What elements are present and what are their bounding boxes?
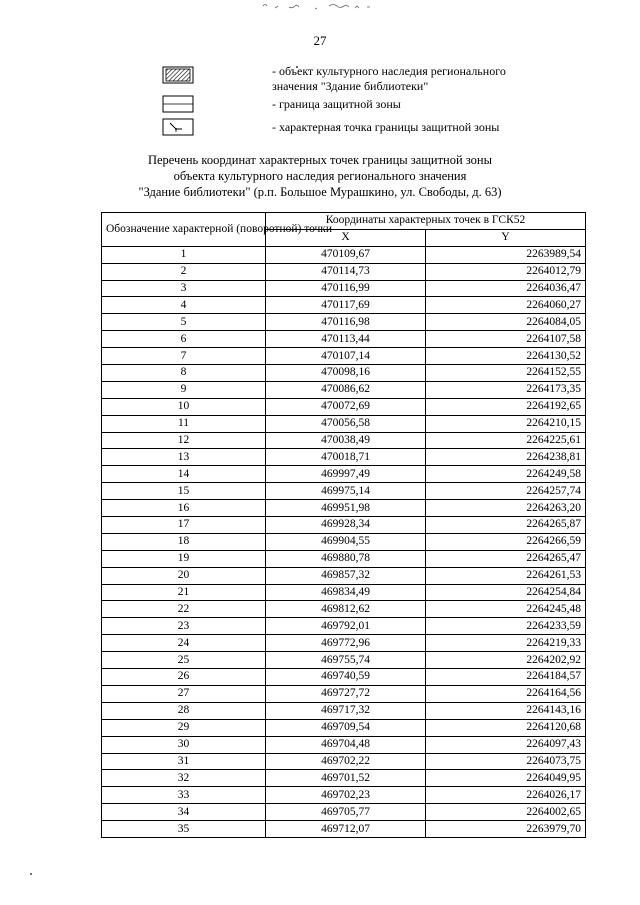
point-number-cell: 26	[102, 669, 266, 686]
table-row	[102, 533, 586, 550]
y-coordinate-cell: 2264173,35	[426, 381, 586, 398]
point-number-cell: 28	[102, 702, 266, 719]
table-row	[102, 246, 586, 263]
y-coordinate-cell: 2264060,27	[426, 297, 586, 314]
y-coordinate-cell: 2263989,54	[426, 246, 586, 263]
x-coordinate-cell: 469951,98	[266, 500, 426, 517]
y-coordinate-cell: 2264266,59	[426, 533, 586, 550]
y-coordinate-cell: 2264192,65	[426, 398, 586, 415]
point-number-cell: 21	[102, 584, 266, 601]
x-coordinate-cell: 469702,22	[266, 753, 426, 770]
y-coordinate-cell: 2264225,61	[426, 432, 586, 449]
y-coordinate-cell: 2264238,81	[426, 449, 586, 466]
x-coordinate-cell: 469712,07	[266, 821, 426, 838]
point-number-cell: 4	[102, 297, 266, 314]
point-number-cell: 3	[102, 280, 266, 297]
x-coordinate-cell: 469755,74	[266, 652, 426, 669]
x-coordinate-cell: 469880,78	[266, 550, 426, 567]
legend-text-line: значения "Здание библиотеки"	[272, 79, 429, 93]
y-coordinate-cell: 2264265,47	[426, 550, 586, 567]
table-row	[102, 618, 586, 635]
point-number-cell: 27	[102, 685, 266, 702]
point-number-cell: 23	[102, 618, 266, 635]
y-coordinate-cell: 2264143,16	[426, 702, 586, 719]
header-point-designation: Обозначение характерной (поворотной) точки	[102, 213, 266, 247]
point-number-cell: 1	[102, 246, 266, 263]
table-row	[102, 652, 586, 669]
table-row	[102, 550, 586, 567]
x-coordinate-cell: 470113,44	[266, 331, 426, 348]
point-number-cell: 6	[102, 331, 266, 348]
x-coordinate-cell: 469704,48	[266, 736, 426, 753]
table-row	[102, 770, 586, 787]
point-number-cell: 20	[102, 567, 266, 584]
y-coordinate-cell: 2264012,79	[426, 263, 586, 280]
point-number-cell: 22	[102, 601, 266, 618]
table-row	[102, 415, 586, 432]
table-row	[102, 787, 586, 804]
y-coordinate-cell: 2264254,84	[426, 584, 586, 601]
legend-text-line: - характерная точка границы защитной зоны	[272, 120, 500, 134]
y-coordinate-cell: 2264245,48	[426, 601, 586, 618]
point-number-cell: 8	[102, 365, 266, 382]
point-number-cell: 30	[102, 736, 266, 753]
legend-text-line: - объект культурного наследия регионального	[272, 64, 506, 78]
table-row	[102, 669, 586, 686]
point-number-cell: 14	[102, 466, 266, 483]
x-coordinate-cell: 470072,69	[266, 398, 426, 415]
y-coordinate-cell: 2264097,43	[426, 736, 586, 753]
y-coordinate-cell: 2264202,92	[426, 652, 586, 669]
point-number-cell: 9	[102, 381, 266, 398]
table-row	[102, 685, 586, 702]
y-coordinate-cell: 2263979,70	[426, 821, 586, 838]
table-row	[102, 263, 586, 280]
x-coordinate-cell: 470109,67	[266, 246, 426, 263]
x-coordinate-cell: 469740,59	[266, 669, 426, 686]
x-coordinate-cell: 469904,55	[266, 533, 426, 550]
header-y: Y	[426, 229, 586, 246]
x-coordinate-cell: 470018,71	[266, 449, 426, 466]
y-coordinate-cell: 2264263,20	[426, 500, 586, 517]
y-coordinate-cell: 2264073,75	[426, 753, 586, 770]
point-number-cell: 31	[102, 753, 266, 770]
x-coordinate-cell: 469975,14	[266, 483, 426, 500]
zone-boundary-line-icon	[162, 95, 194, 113]
x-coordinate-cell: 469705,77	[266, 804, 426, 821]
y-coordinate-cell: 2264261,53	[426, 567, 586, 584]
point-number-cell: 5	[102, 314, 266, 331]
table-row	[102, 331, 586, 348]
table-row	[102, 601, 586, 618]
point-number-cell: 33	[102, 787, 266, 804]
coordinates-table	[101, 212, 586, 838]
x-coordinate-cell: 469997,49	[266, 466, 426, 483]
y-coordinate-cell: 2264164,56	[426, 685, 586, 702]
table-row	[102, 821, 586, 838]
x-coordinate-cell: 470098,16	[266, 365, 426, 382]
table-row	[102, 381, 586, 398]
x-coordinate-cell: 470107,14	[266, 348, 426, 365]
point-number-cell: 11	[102, 415, 266, 432]
point-number-cell: 19	[102, 550, 266, 567]
table-row	[102, 753, 586, 770]
y-coordinate-cell: 2264257,74	[426, 483, 586, 500]
x-coordinate-cell: 469928,34	[266, 517, 426, 534]
scan-speck	[30, 873, 32, 875]
y-coordinate-cell: 2264130,52	[426, 348, 586, 365]
table-row	[102, 736, 586, 753]
page-number: 27	[313, 33, 327, 48]
legend-text-line: - граница защитной зоны	[272, 97, 401, 111]
hatched-rectangle-icon	[162, 66, 194, 84]
point-number-cell: 13	[102, 449, 266, 466]
y-coordinate-cell: 2264049,95	[426, 770, 586, 787]
header-coordinates: Координаты характерных точек в ГСК52	[266, 213, 586, 230]
document-title	[80, 152, 560, 200]
table-row	[102, 280, 586, 297]
x-coordinate-cell: 469857,32	[266, 567, 426, 584]
y-coordinate-cell: 2264152,55	[426, 365, 586, 382]
table-body	[102, 246, 586, 837]
x-coordinate-cell: 469727,72	[266, 685, 426, 702]
point-number-cell: 18	[102, 533, 266, 550]
point-number-cell: 10	[102, 398, 266, 415]
x-coordinate-cell: 470116,98	[266, 314, 426, 331]
x-coordinate-cell: 470116,99	[266, 280, 426, 297]
point-number-cell: 25	[102, 652, 266, 669]
table-row	[102, 567, 586, 584]
table-row	[102, 804, 586, 821]
title-line: объекта культурного наследия регионального значения	[173, 169, 467, 183]
table-row	[102, 365, 586, 382]
y-coordinate-cell: 2264036,47	[426, 280, 586, 297]
table-row	[102, 517, 586, 534]
table-row	[102, 398, 586, 415]
boundary-point-icon	[162, 118, 194, 136]
table-row	[102, 584, 586, 601]
x-coordinate-cell: 469701,52	[266, 770, 426, 787]
y-coordinate-cell: 2264107,58	[426, 331, 586, 348]
point-number-cell: 7	[102, 348, 266, 365]
table-row	[102, 314, 586, 331]
point-number-cell: 12	[102, 432, 266, 449]
table-row	[102, 297, 586, 314]
table-header-row	[102, 213, 586, 230]
y-coordinate-cell: 2264184,57	[426, 669, 586, 686]
x-coordinate-cell: 469772,96	[266, 635, 426, 652]
x-coordinate-cell: 469709,54	[266, 719, 426, 736]
point-number-cell: 29	[102, 719, 266, 736]
table-row	[102, 483, 586, 500]
x-coordinate-cell: 470086,62	[266, 381, 426, 398]
point-number-cell: 34	[102, 804, 266, 821]
point-number-cell: 17	[102, 517, 266, 534]
y-coordinate-cell: 2264219,33	[426, 635, 586, 652]
table-row	[102, 719, 586, 736]
point-number-cell: 2	[102, 263, 266, 280]
y-coordinate-cell: 2264120,68	[426, 719, 586, 736]
table-row	[102, 466, 586, 483]
y-coordinate-cell: 2264265,87	[426, 517, 586, 534]
point-number-cell: 24	[102, 635, 266, 652]
y-coordinate-cell: 2264210,15	[426, 415, 586, 432]
y-coordinate-cell: 2264002,65	[426, 804, 586, 821]
point-number-cell: 16	[102, 500, 266, 517]
title-line: Перечень координат характерных точек границы защитной зоны	[147, 153, 493, 167]
y-coordinate-cell: 2264249,58	[426, 466, 586, 483]
y-coordinate-cell: 2264026,17	[426, 787, 586, 804]
point-number-cell: 15	[102, 483, 266, 500]
table-row	[102, 500, 586, 517]
table-row	[102, 702, 586, 719]
point-number-cell: 32	[102, 770, 266, 787]
x-coordinate-cell: 470117,69	[266, 297, 426, 314]
x-coordinate-cell: 470056,58	[266, 415, 426, 432]
x-coordinate-cell: 469812,62	[266, 601, 426, 618]
x-coordinate-cell: 469792,01	[266, 618, 426, 635]
x-coordinate-cell: 469717,32	[266, 702, 426, 719]
table-row	[102, 449, 586, 466]
y-coordinate-cell: 2264084,05	[426, 314, 586, 331]
title-line: "Здание библиотеки" (р.п. Большое Мурашкино, ул. Свободы, д. 63)	[138, 185, 502, 199]
table-row	[102, 432, 586, 449]
point-number-cell: 35	[102, 821, 266, 838]
table-row	[102, 348, 586, 365]
header-x: X	[266, 229, 426, 246]
y-coordinate-cell: 2264233,59	[426, 618, 586, 635]
x-coordinate-cell: 470038,49	[266, 432, 426, 449]
scan-artifact	[255, 0, 385, 14]
x-coordinate-cell: 469702,23	[266, 787, 426, 804]
table-row	[102, 635, 586, 652]
x-coordinate-cell: 470114,73	[266, 263, 426, 280]
x-coordinate-cell: 469834,49	[266, 584, 426, 601]
